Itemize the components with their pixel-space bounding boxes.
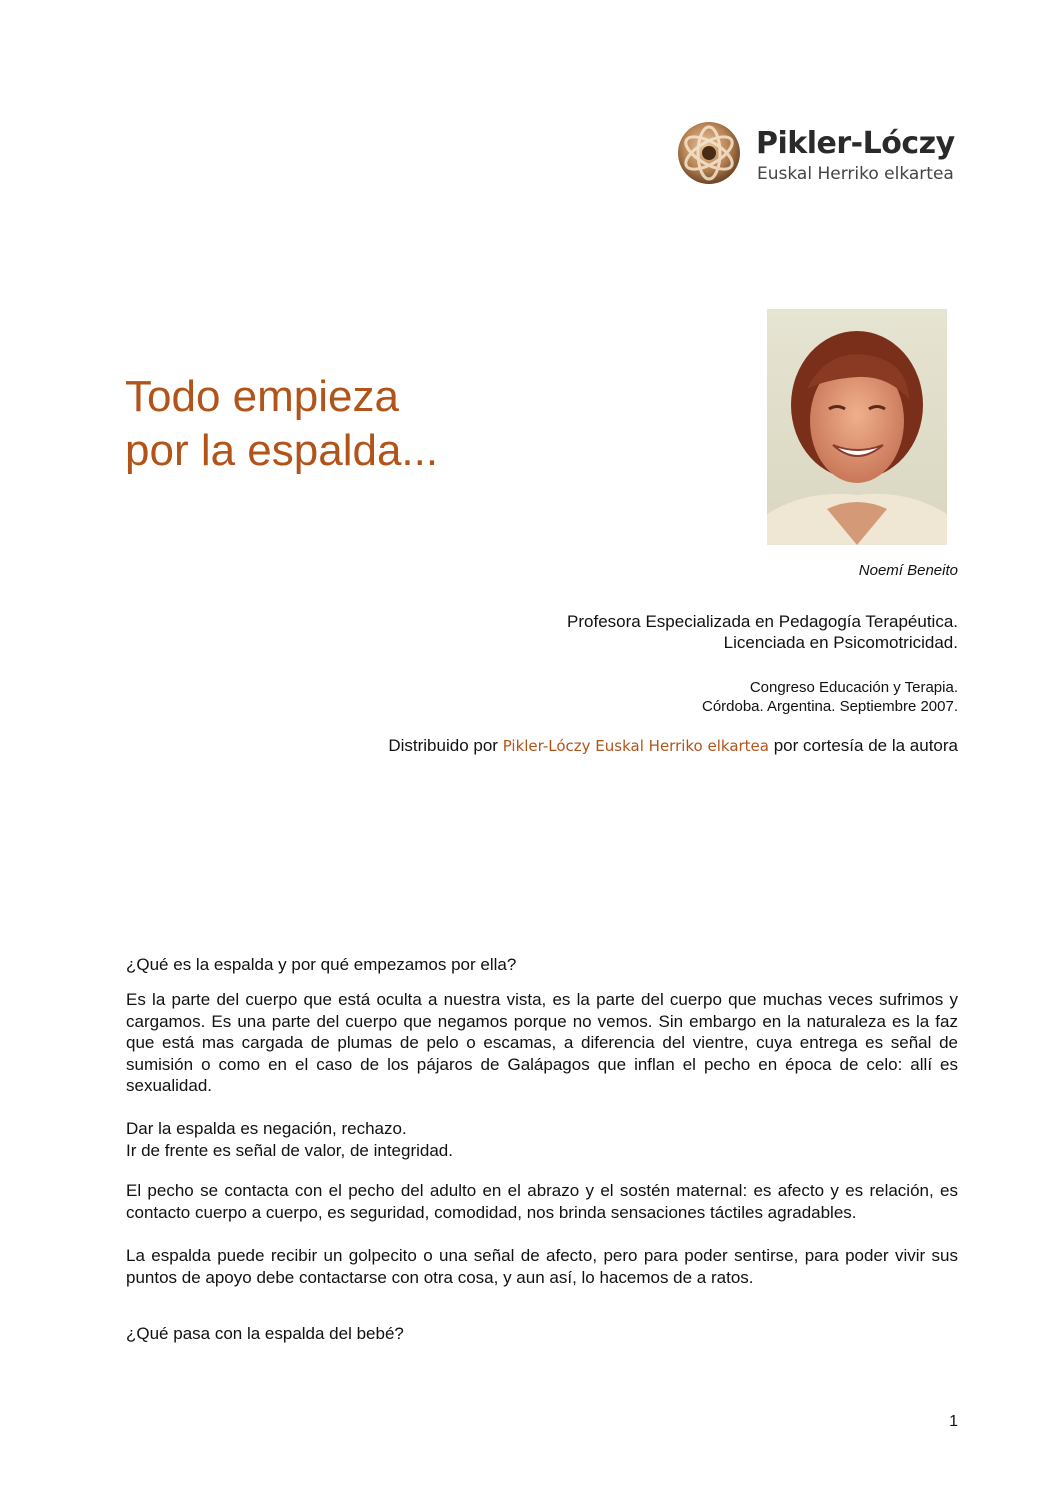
woven-ball-logo-icon: [676, 118, 742, 188]
logo: [676, 118, 976, 192]
credential-line: Licenciada en Psicomotricidad.: [723, 633, 958, 652]
paragraph-4: La espalda puede recibir un golpecito o una señal de afecto, pero para poder sentirse, para poder vivir sus puntos de apoyo debe contactarse con otra cosa, y aun así, lo hacemos de a ratos.: [126, 1246, 958, 1287]
title-line-1: Todo empieza: [125, 372, 399, 421]
page-title: [125, 370, 438, 478]
title-line-2: por la espalda...: [125, 426, 439, 475]
distribution-org: Pikler-Lóczy Euskal Herriko elkartea: [502, 737, 769, 755]
question-1: ¿Qué es la espalda y por qué empezamos por ella?: [126, 955, 517, 974]
paragraph-3: El pecho se contacta con el pecho del adulto en el abrazo y el sostén maternal: es afecto y es relación, es contacto cuerpo a cuerpo, es seguridad, comodidad, nos brinda sensaciones táctiles agradables.: [126, 1181, 958, 1222]
paragraph-2-line-1: Dar la espalda es negación, rechazo.: [126, 1119, 407, 1138]
author-photo: [767, 309, 947, 545]
logo-name: Pikler-Lóczy: [756, 126, 955, 161]
distribution-prefix: Distribuido por: [388, 736, 498, 755]
distribution-suffix: por cortesía de la autora: [773, 736, 958, 755]
distribution-note: [388, 735, 958, 757]
question-2: ¿Qué pasa con la espalda del bebé?: [126, 1324, 404, 1343]
paragraph-2-line-2: Ir de frente es señal de valor, de integridad.: [126, 1140, 453, 1160]
page-number: 1: [949, 1413, 958, 1430]
author-name: Noemí Beneito: [858, 562, 958, 579]
paragraph-2: [126, 1118, 958, 1161]
congress-info: [702, 678, 958, 716]
congress-line: Córdoba. Argentina. Septiembre 2007.: [701, 698, 958, 715]
logo-subtitle: Euskal Herriko elkartea: [757, 164, 954, 184]
congress-line: Congreso Educación y Terapia.: [749, 679, 958, 696]
credential-line: Profesora Especializada en Pedagogía Terapéutica.: [567, 612, 958, 631]
author-credentials: [567, 611, 958, 653]
paragraph-1: Es la parte del cuerpo que está oculta a nuestra vista, es la parte del cuerpo que muchas veces sufrimos y cargamos. Es una parte del cuerpo que negamos porque no vemos. Sin embargo en la naturaleza es la faz que está mas cargada de plumas de pelo o escamas, a diferencia del vientre, cuya entrega es señal de sumisión o como en el caso de los pájaros de Galápagos que inflan el pecho en época de celo: allí es sexualidad.: [126, 990, 958, 1095]
